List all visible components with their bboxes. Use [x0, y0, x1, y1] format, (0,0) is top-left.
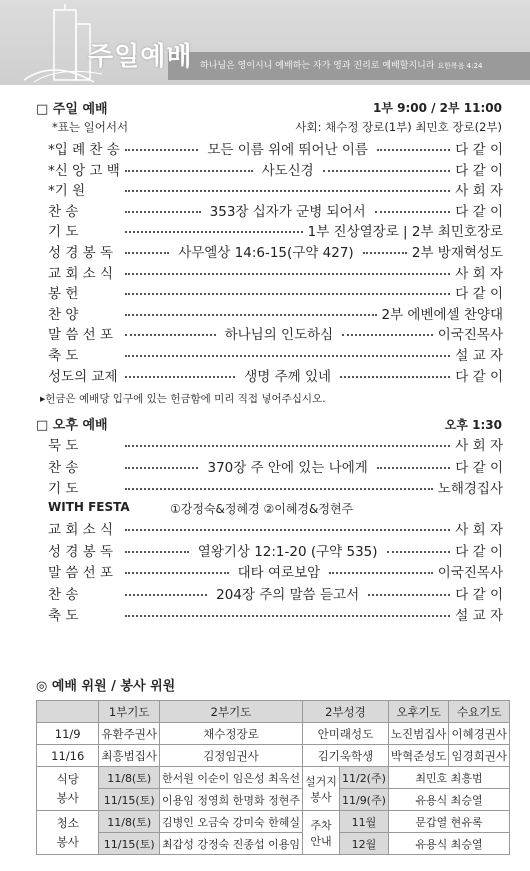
leader-dots [368, 594, 450, 596]
clean-label: 청소 봉사 [37, 811, 99, 855]
order-label: 말 씀 선 포 [48, 565, 114, 581]
committee-title: ◎ 예배 위원 / 봉사 위원 [36, 679, 176, 694]
leader-dots [387, 551, 451, 553]
order-content: 사무엘상 14:6-15(구약 427) [178, 245, 354, 261]
leader-dots [125, 467, 198, 469]
leader-dots [125, 572, 229, 574]
park-label: 주차 안내 [302, 811, 339, 855]
order-row [48, 303, 503, 323]
header-verse [200, 58, 482, 71]
order-row [48, 477, 503, 497]
table-cell: 유환주권사 [99, 723, 160, 745]
order-leader: 다 같 이 [455, 286, 503, 303]
order-leader: 다 같 이 [455, 142, 503, 158]
table-cell: 임경희권사 [449, 745, 510, 767]
table-cell: 안미래성도 [302, 723, 388, 745]
leader-dots [125, 211, 201, 213]
table-cell: 문갑열 현유록 [388, 811, 509, 833]
order-label: 성 경 봉 독 [48, 543, 114, 560]
order-row [48, 434, 503, 454]
festa-text: ①강정숙&정혜경 ②이혜경&정현주 [170, 502, 354, 516]
leader-dots [377, 467, 450, 469]
table-cell: 박혁준성도 [388, 745, 449, 767]
leader-dots [375, 211, 451, 213]
offering-note: ▸헌금은 예배당 입구에 있는 헌금함에 미리 직접 넣어주십시오. [40, 393, 326, 405]
order-leader: 2부 방재혁성도 [411, 245, 504, 261]
table-row [37, 767, 510, 789]
verse-text: 하나님은 영이시니 예배하는 자가 영과 진리로 예배할지니라 [200, 61, 435, 71]
order-leader: 사 회 자 [455, 265, 503, 282]
table-cell-date: 11/15(토) [99, 833, 160, 855]
leader-dots [125, 615, 450, 617]
table-cell: 최갑성 강정숙 진종섭 이용임 [159, 833, 302, 855]
order-row [48, 138, 503, 158]
leader-dots [125, 314, 377, 316]
order-label: 봉 헌 [48, 286, 79, 303]
order-leader: 다 같 이 [455, 162, 504, 179]
afternoon-service-title: □ 오후 예배 [36, 418, 108, 433]
leader-dots [329, 572, 433, 574]
table-cell-date: 11월 [339, 811, 388, 833]
order-content: 대타 여로보암 [237, 565, 321, 581]
order-label: 찬 송 [48, 459, 79, 476]
leader-dots [125, 293, 450, 295]
order-leader: 다 같 이 [455, 368, 503, 385]
table-cell: 유용식 최승열 [388, 789, 509, 811]
table-cell-date: 11/9(주) [339, 789, 388, 811]
order-row [48, 200, 503, 220]
order-row [48, 282, 503, 302]
table-cell: 이용임 정영희 한명화 정현주 [159, 789, 302, 811]
order-label: 말 씀 선 포 [48, 327, 114, 344]
leader-dots [125, 488, 433, 490]
order-content: 하나님의 인도하심 [224, 327, 334, 344]
leader-dots [125, 594, 207, 596]
order-leader: 다 같 이 [455, 203, 504, 220]
leader-dots [125, 355, 450, 357]
leader-dots [342, 334, 433, 336]
table-cell: 김병인 오금숙 강미숙 한혜실 [159, 811, 302, 833]
table-cell-date: 11/15(토) [99, 789, 160, 811]
order-row [48, 583, 503, 603]
order-row [48, 604, 503, 624]
table-cell: 이혜경권사 [449, 723, 510, 745]
table-row [37, 789, 510, 811]
standing-note: *표는 일어서서 [52, 120, 129, 134]
order-label: 묵 도 [48, 438, 79, 454]
table-header: 2부기도 [159, 701, 302, 723]
order-row [48, 518, 503, 538]
order-leader: 설 교 자 [455, 608, 503, 624]
leader-dots [125, 252, 169, 254]
order-content: 모든 이름 위에 뛰어난 이름 [207, 142, 368, 158]
table-row [37, 745, 510, 767]
table-header: 2부성경 [302, 701, 388, 723]
order-label: 기 도 [48, 224, 79, 241]
order-row [48, 241, 503, 261]
order-content: 370장 주 안에 있는 나에게 [207, 459, 368, 476]
table-cell: 유용식 최승열 [388, 833, 509, 855]
order-label: 성 경 봉 독 [48, 245, 114, 261]
order-leader: 사 회 자 [455, 438, 503, 454]
order-label: 교 회 소 식 [48, 522, 114, 538]
morning-service-time: 1부 9:00 / 2부 11:00 [372, 101, 502, 115]
table-cell: 노진범집사 [388, 723, 449, 745]
order-leader: 2부 에벤에셀 찬양대 [381, 306, 503, 323]
leader-dots [125, 273, 450, 275]
leader-dots [125, 529, 450, 531]
moderators: 사회: 채수정 장로(1부) 최민호 장로(2부) [295, 120, 502, 134]
dish-label: 설거지 봉사 [302, 767, 339, 811]
table-cell-date: 11/8(토) [99, 811, 160, 833]
order-label: 찬 송 [48, 203, 79, 220]
leader-dots [125, 231, 303, 233]
order-label: *기 원 [48, 183, 86, 200]
order-content: 사도신경 [261, 162, 314, 179]
order-leader: 1부 진상열장로 | 2부 최민호장로 [307, 224, 503, 241]
order-row [48, 456, 503, 476]
order-content: 353장 십자가 군병 되어서 [209, 203, 366, 220]
table-row [37, 811, 510, 833]
order-leader: 이국진목사 [437, 327, 503, 344]
leader-dots [125, 551, 189, 553]
order-row [48, 540, 503, 560]
order-label: 성도의 교제 [48, 368, 118, 385]
order-label: *입 례 찬 송 [48, 142, 120, 158]
leader-dots [323, 170, 451, 172]
order-label: 축 도 [48, 348, 79, 364]
table-cell: 김정임권사 [159, 745, 302, 767]
order-label: 기 도 [48, 481, 79, 497]
table-cell-date: 11/16 [37, 745, 99, 767]
leader-dots [377, 149, 450, 151]
order-content: 204장 주의 말씀 듣고서 [216, 586, 360, 603]
verse-reference: 요한복음 4:24 [437, 62, 483, 70]
leader-dots [340, 376, 450, 378]
order-leader: 설 교 자 [455, 348, 503, 364]
table-row [37, 833, 510, 855]
order-label: 찬 송 [48, 586, 79, 603]
order-row [48, 365, 503, 385]
order-row [48, 159, 503, 179]
table-cell-date: 12월 [339, 833, 388, 855]
order-leader: 사 회 자 [455, 183, 503, 200]
order-label: 축 도 [48, 608, 79, 624]
order-leader: 사 회 자 [455, 522, 503, 538]
order-label: 교 회 소 식 [48, 265, 114, 282]
order-leader: 다 같 이 [455, 586, 504, 603]
table-cell-date: 11/9 [37, 723, 99, 745]
afternoon-service-time: 오후 1:30 [444, 418, 502, 432]
page-title: 주일예배 [88, 42, 193, 72]
leader-dots [125, 445, 450, 447]
order-row [48, 179, 503, 199]
order-content: 생명 주께 있네 [244, 368, 332, 385]
table-cell: 김기욱학생 [302, 745, 388, 767]
table-cell: 한서원 이순이 임은성 최옥선 [159, 767, 302, 789]
table-cell: 채수정장로 [159, 723, 302, 745]
order-leader: 다 같 이 [455, 543, 504, 560]
table-header: 수요기도 [449, 701, 510, 723]
committee-table [36, 700, 510, 855]
table-header: 오후기도 [388, 701, 449, 723]
order-row [48, 344, 503, 364]
order-row [48, 262, 503, 282]
order-row [48, 323, 503, 343]
table-cell-date: 11/8(토) [99, 767, 160, 789]
order-label: 찬 양 [48, 306, 79, 323]
table-corner [37, 701, 99, 723]
table-header: 1부기도 [99, 701, 160, 723]
order-leader: 다 같 이 [455, 459, 503, 476]
order-row [48, 220, 503, 240]
leader-dots [125, 334, 216, 336]
order-row [48, 561, 503, 581]
order-leader: 노해경집사 [437, 481, 503, 497]
table-row [37, 723, 510, 745]
order-content: 열왕기상 12:1-20 (구약 535) [197, 543, 378, 560]
leader-dots [125, 376, 235, 378]
table-cell-date: 11/2(주) [339, 767, 388, 789]
leader-dots [125, 149, 198, 151]
table-header-row [37, 701, 510, 723]
header-banner [0, 0, 530, 85]
leader-dots [363, 252, 407, 254]
morning-service-title: □ 주일 예배 [36, 102, 108, 117]
leader-dots [125, 190, 450, 192]
festa-label: WITH FESTA [48, 500, 130, 514]
order-label: *신 앙 고 백 [48, 162, 120, 179]
order-leader: 이국진목사 [437, 565, 504, 581]
table-cell: 최민호 최흥범 [388, 767, 509, 789]
leader-dots [125, 170, 253, 172]
table-cell: 최흥범집사 [99, 745, 160, 767]
meal-label: 식당 봉사 [37, 767, 99, 811]
